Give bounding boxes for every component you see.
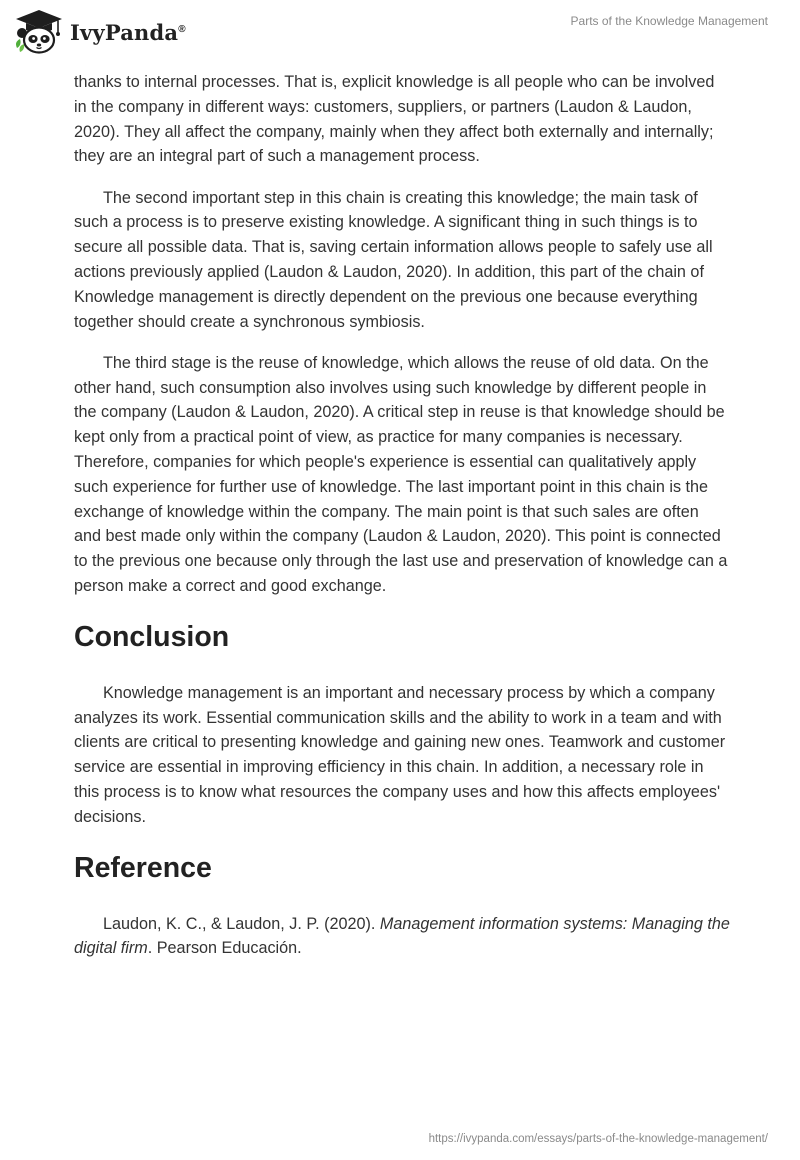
reference-title: Management information systems: Managing the digital firm [74,914,730,958]
paragraph-continued: thanks to internal processes. That is, explicit knowledge is all people who can be involved in the company in different ways: customers, suppliers, or partners (Laudon & Laudon, 2020). They all affect the company, mainly when they affect both externally and internally; they are an integral part of such a management process. [74,73,715,166]
reference-publisher: . Pearson Educación. [147,939,302,958]
document-title: Parts of the Knowledge Management [570,14,768,28]
reference-entry [74,912,730,962]
essay-content [74,70,730,961]
paragraph-second-step: The second important step in this chain is creating this knowledge; the main task of such a process is to preserve existing knowledge. A significant thing in such things is to secure all possible data. That is, saving certain information allows people to safely use all actions previously applied (Laudon & Laudon, 2020). In addition, this part of the chain of Knowledge management is directly dependent on the previous one because everything together should create a synchronous symbiosis. [74,188,713,331]
conclusion-paragraph: Knowledge management is an important and necessary process by which a company analyzes its work. Essential communication skills and the ability to work in a team and with clients are critical to presenting knowledge and gaining new ones. Teamwork and customer service are essential in improving efficiency in this chain. In addition, a necessary role in this process is to know what resources the company uses and how this affects employees' decisions. [74,683,726,826]
registered-mark: ® [178,23,186,35]
panda-graduation-cap-icon [14,8,64,54]
paragraph-third-stage: The third stage is the reuse of knowledge, which allows the reuse of old data. On the other hand, such consumption also involves using such knowledge by different people in the company (Laudon & Laudon, 2020). A critical step in reuse is that knowledge should be kept only from a practical point of view, as practice for many companies is necessary. Therefore, companies for which people's experience is essential can qualitatively apply such experience for further use of knowledge. The last important point in this chain is the exchange of knowledge within the company. The main point is that such sales are often and best made only within the company (Laudon & Laudon, 2020). This point is connected to the previous one because only through the last use and preservation of knowledge can a person make a correct and good exchange. [74,353,728,595]
reference-authors: Laudon, K. C., & Laudon, J. P. (2020). [103,914,380,933]
ivypanda-logo[interactable] [14,8,186,54]
conclusion-heading: Conclusion [74,620,230,653]
brand-name: IvyPanda® [70,19,186,45]
reference-heading: Reference [74,851,212,884]
footer-url[interactable]: https://ivypanda.com/essays/parts-of-the-knowledge-management/ [428,1133,768,1145]
page-header [0,0,800,70]
